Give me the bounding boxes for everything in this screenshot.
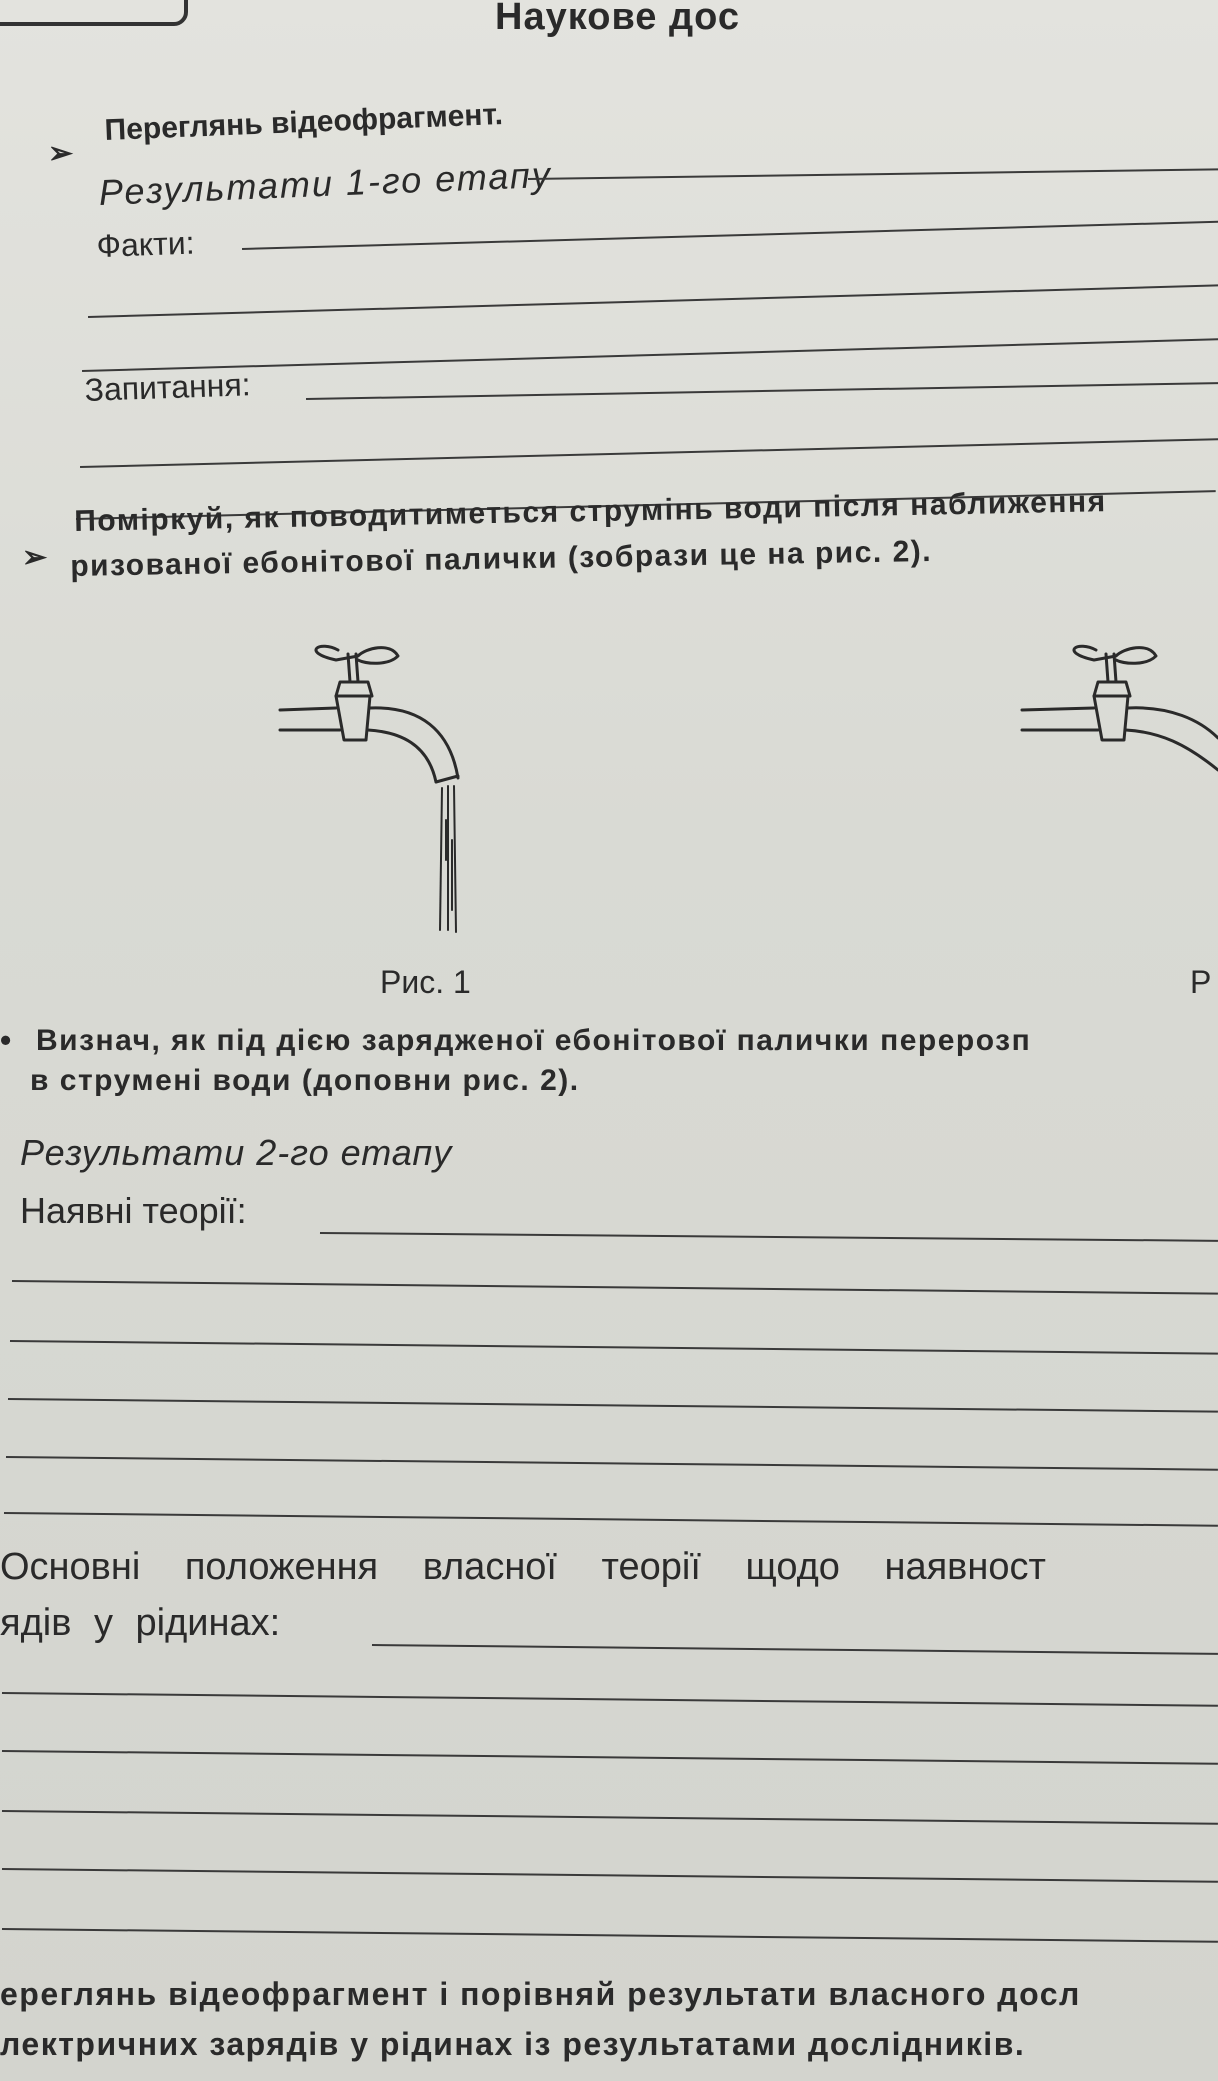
- answer-line[interactable]: [12, 1280, 1218, 1295]
- task4-line2: лектричних зарядів у рідинах із результатами дослідників.: [0, 2026, 1026, 2062]
- answer-line[interactable]: [2, 1750, 1218, 1765]
- answer-line[interactable]: [372, 1644, 1218, 1655]
- header-frame: [0, 0, 188, 26]
- answer-line[interactable]: [306, 382, 1218, 400]
- page-title: Наукове дос: [495, 0, 740, 38]
- tap-with-stream-figure: [270, 620, 520, 940]
- own-theory-line1: Основні положення власної теорії щодо наявност: [0, 1546, 1046, 1588]
- answer-line[interactable]: [10, 1340, 1218, 1355]
- answer-line[interactable]: [2, 1928, 1218, 1943]
- questions-label: Запитання:: [84, 366, 252, 408]
- answer-line[interactable]: [82, 338, 1218, 372]
- figure1-caption: Рис. 1: [380, 964, 471, 1000]
- stage2-title: Результати 2-го етапу: [20, 1132, 453, 1173]
- task2-line2: ризованої ебонітової палички (зобрази це на рис. 2).: [70, 534, 933, 583]
- task3-line1: Визнач, як під дією зарядженої ебонітової палички перерозп: [36, 1024, 1032, 1057]
- answer-line[interactable]: [2, 1692, 1218, 1707]
- task1-instruction: Переглянь відеофрагмент.: [104, 98, 504, 147]
- arrow-bullet-icon: ➢: [48, 137, 74, 170]
- task3-line2: в струмені води (доповни рис. 2).: [30, 1064, 580, 1097]
- stage1-title: Результати 1-го етапу: [98, 153, 553, 213]
- own-theory-line2: ядів у рідинах:: [0, 1602, 281, 1644]
- facts-label: Факти:: [96, 224, 196, 264]
- arrow-bullet-icon: ➢: [22, 541, 48, 574]
- answer-line[interactable]: [6, 1456, 1218, 1471]
- tap-figure: [1010, 620, 1218, 790]
- answer-line[interactable]: [320, 1232, 1218, 1242]
- task2-line1: Поміркуй, як поводитиметься струмінь води після наближення: [74, 485, 1107, 538]
- answer-line[interactable]: [8, 1398, 1218, 1413]
- bullet-mark: •: [0, 1022, 12, 1058]
- theories-label: Наявні теорії:: [20, 1190, 247, 1231]
- figure2-caption: Р: [1190, 964, 1212, 1000]
- answer-line[interactable]: [80, 438, 1218, 468]
- answer-line[interactable]: [242, 220, 1218, 250]
- answer-line[interactable]: [88, 284, 1218, 318]
- answer-line[interactable]: [2, 1868, 1218, 1883]
- answer-line[interactable]: [528, 168, 1218, 180]
- task4-line1: ереглянь відеофрагмент і порівняй результати власного досл: [0, 1976, 1081, 2012]
- answer-line[interactable]: [4, 1512, 1218, 1527]
- answer-line[interactable]: [2, 1810, 1218, 1825]
